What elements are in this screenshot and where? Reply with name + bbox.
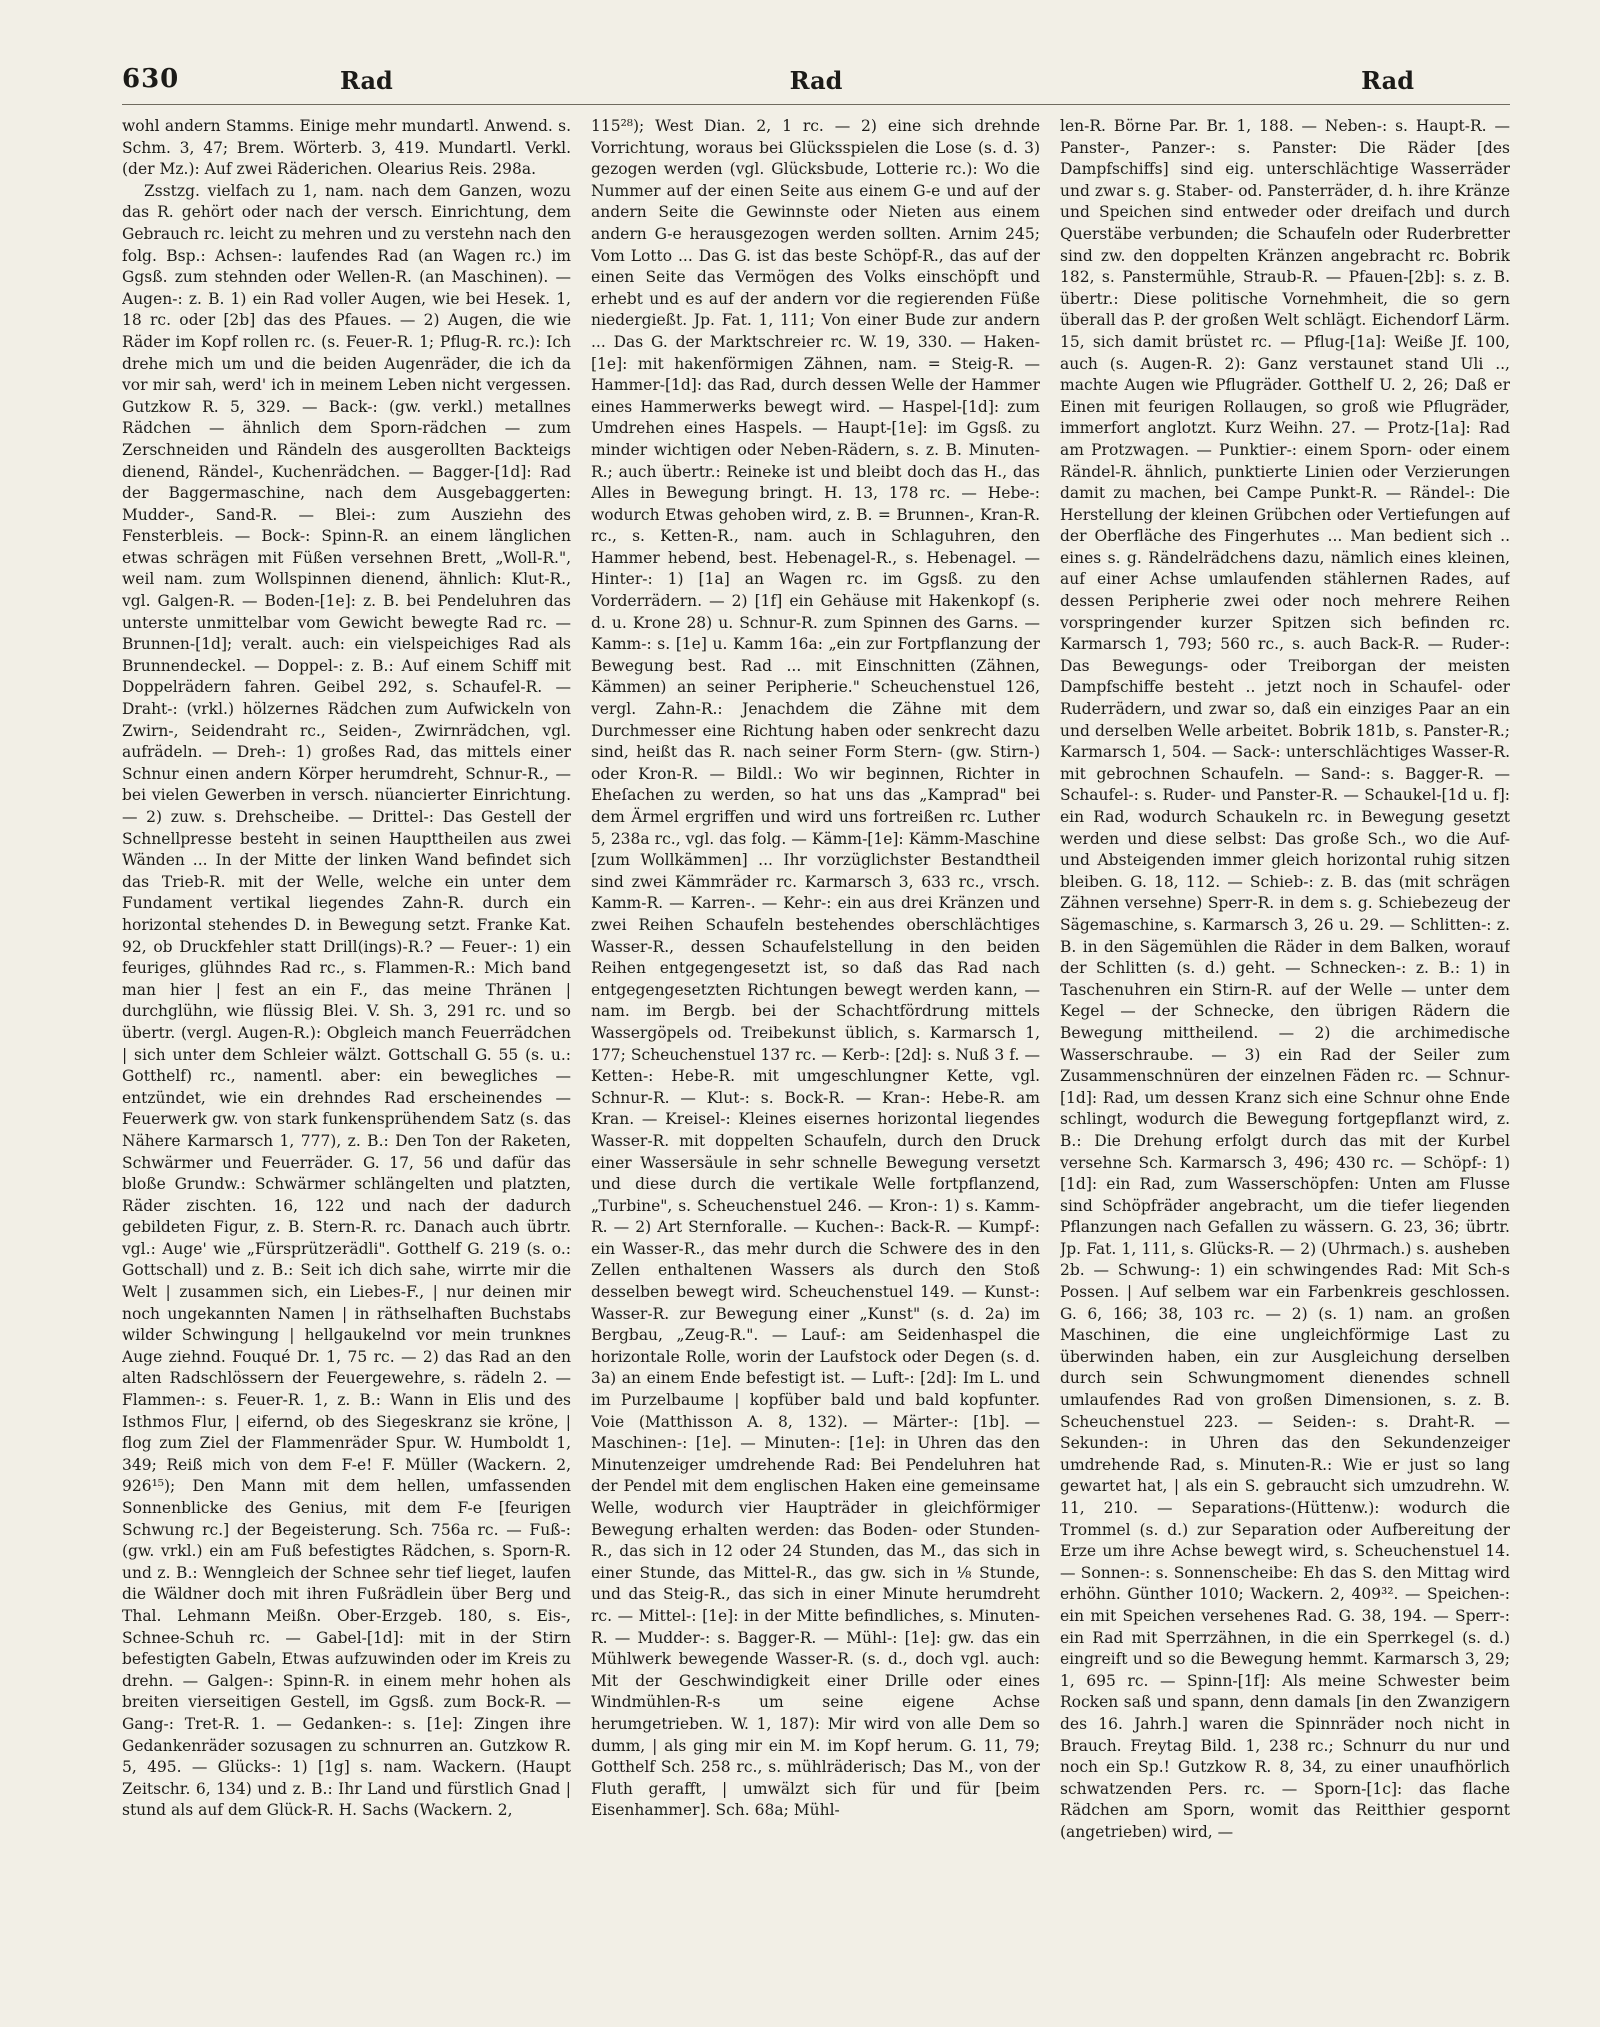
column-1-text-2: Zsstzg. vielfach zu 1, nam. nach dem Ganzen, wozu das R. gehört oder nach der versch. Einrichtung, dem Gebrauch rc. leicht zu mehren und zu verstehn nach den folg. Bsp.: Achsen-: laufendes Rad (an Wagen rc.) im Ggsß. zum stehnden oder Wellen-R. (an Maschinen). — Augen-: z. B. 1) ein Rad voller Augen, wie bei Hesek. 1, 18 rc. oder [2b] das des Pfaues. — 2) Augen, die wie Räder im Kopf rollen rc. (s. Feuer-R. 1; Pflug-R. rc.): Ich drehe mich um und die beiden Augenräder, die ich da vor mir sah, werd' ich in meinem Leben nicht vergessen. Gutzkow R. 5, 329. — Back-: (gw. verkl.) metallnes Rädchen — ähnlich dem Sporn-rädchen — zum Zerschneiden und Rändeln des ausgerollten Backteigs dienend, Rändel-, Kuchenrädchen. — Bagger-[1d]: Rad der Baggermaschine, nach dem Ausgebaggerten: Mudder-, Sand-R. — Blei-: zum Ausziehn des Fensterbleis. — Bock-: Spinn-R. an einem länglichen etwas schrägen mit Füßen versehnen Brett, „Woll-R.", weil nam. zum Wollspinnen dienend, ähnlich: Klut-R., vgl. Galgen-R. — Boden-[1e]: z. B. bei Pendeluhren das unterste unmittelbar vom Gewicht bewegte Rad rc. — Brunnen-[1d]; veralt. auch: ein vielspeichiges Rad als Brunnendeckel. — Doppel-: z. B.: Auf einem Schiff mit Doppelrädern fahren. Geibel 292, s. Schaufel-R. — Draht-: (vrkl.) hölzernes Rädchen zum Aufwickeln von Zwirn-, Seidendraht rc., Seiden-, Zwirnrädchen, vgl. aufrädeln. — Dreh-: 1) großes Rad, das mittels einer Schnur einen andern Körper herumdreht, Schnur-R., — bei vielen Gewerben in versch. nüancierter Einrichtung. — 2) zuw. s. Drehscheibe. — Drittel-: Das Gestell der Schnellpresse besteht in seinen Haupttheilen aus zwei Wänden ... In der Mitte der linken Wand befindet sich das Trieb-R. mit der Welle, welche ein unter dem Fundament vertikal liegendes Zahn-R. durch ein horizontal stehendes D. in Bewegung setzt. Franke Kat. 92, ob Druckfehler statt Drill(ings)-R.? — Feuer-: 1) ein feuriges, glühndes Rad rc., s. Flammen-R.: Mich band man hier | fest an ein F., das meine Thränen | durchglühn, wie flüssig Blei. V. Sh. 3, 291 rc. und so übertr. (vergl. Augen-R.): Obgleich manch Feuerrädchen | sich unter dem Schleier wälzt. Gottschall G. 55 (s. u.: Gotthelf) rc., namentl. aber: ein bewegliches — entzündet, wie ein drehndes Rad erscheinendes — Feuerwerk gw. von stark funkensprühendem Satz (s. das Nähere Karmarsch 1, 777), z. B.: Den Ton der Raketen, Schwärmer und Feuerräder. G. 17, 56 und dafür das bloße Grundw.: Schwärmer schlängelten und platzten, Räder zischten. 16, 122 und nach der dadurch gebildeten Figur, z. B. Stern-R. rc. Danach auch übrtr. vgl.: Auge' wie „Fürsprützerädli". Gotthelf G. 219 (s. o.: Gottschall) und z. B.: Seit ich dich sahe, wirrte mir die Welt | zusammen sich, ein Liebes-F., | nur deinen mir noch ungekannten Namen | in räthselhaften Buchstabs wilder Schwingung | hellgaukelnd vor mein trunknes Auge ziehnd. Fouqué Dr. 1, 75 rc. — 2) das Rad an den alten Radschlössern der Feuergewehre, s. rädeln 2. — Flammen-: s. Feuer-R. 1, z. B.: Wann in Elis und des Isthmos Flur, | eifernd, ob des Siegeskranz sie kröne, | flog zum Ziel der Flammenräder Spur. W. Humboldt 1, 349; Reiß mich von dem F-e! F. Müller (Wackern. 2, 926¹⁵); Den Mann mit dem hellen, umfassenden Sonnenblicke des Genius, mit dem F-e [feurigen Schwung rc.] der Begeisterung. Sch. 756a rc. — Fuß-: (gw. vrkl.) ein am Fuß befestigtes Rädchen, s. Sporn-R. und z. B.: Wenngleich der Schnee sehr tief lieget, laufen die Wäldner doch mit ihren Fußrädlein über Berg und Thal. Lehmann Meißn. Ober-Erzgeb. 180, s. Eis-, Schnee-Schuh rc. — Gabel-[1d]: mit in der Stirn befestigten Gabeln, Etwas aufzuwinden oder im Kreis zu drehn. — Galgen-: Spinn-R. in einem mehr hohen als breiten vierseitigen Gestell, im Ggsß. zum Bock-R. — Gang-: Tret-R. 1. — Gedanken-: s. [1e]: Zingen ihre Gedankenräder sozusagen zu schnurren an. Gutzkow R. 5, 495. — Glücks-: 1) [1g] s. nam. Wackern. (Haupt Zeitschr. 6, 134) und z. B.: Ihr Land und fürstlich Gnad | stund als auf dem Glück-R. H. Sachs (Wackern. 2, [122, 181, 571, 1820]
headword-left: Rad [340, 66, 393, 95]
header-rule [122, 104, 1510, 105]
column-1-text: wohl andern Stamms. Einige mehr mundartl. Anwend. s. Schm. 3, 47; Brem. Wörterb. 3, 419. Mundartl. Verkl. (der Mz.): Auf zwei Räderichen. Olearius Reis. 298a. [122, 117, 571, 179]
column-3-text: len-R. Börne Par. Br. 1, 188. — Neben-: s. Haupt-R. — Panster-, Panzer-: s. Panster: Die Räder [des Dampfschiffs] sind eig. unterschlächtige Wasserräder und zwar s. g. Staber- od. Pansterräder, d. h. ihre Kränze und Speichen sind entweder oder dreifach und durch Querstäbe verbunden; die Schaufeln oder Ruderbretter sind zw. den doppelten Kränzen angebracht rc. Bobrik 182, s. Panstermühle, Straub-R. — Pfauen-[2b]: s. z. B. übertr.: Diese politische Vornehmheit, die so gern überall das P. der großen Welt schlägt. Eichendorf Lärm. 15, sich damit brüstet rc. — Pflug-[1a]: Weiße Jf. 100, auch (s. Augen-R. 2): Ganz verstaunet stand Uli .., machte Augen wie Pflugräder. Gotthelf U. 2, 26; Daß er Einen mit feurigen Rollaugen, so groß wie Pflugräder, immerfort anglotzt. Kurz Weihn. 27. — Protz-[1a]: Rad am Protzwagen. — Punktier-: einem Sporn- oder einem Rändel-R. ähnlich, punktierte Linien oder Verzierungen damit zu machen, bei Campe Punkt-R. — Rändel-: Die Herstellung der kleinen Grübchen oder Vertiefungen auf der Oberfläche des Fingerhutes ... Man bedient sich .. eines s. g. Rändelrädchens dazu, nämlich eines kleinen, auf einer Achse umlaufenden stählernen Rades, auf dessen Peripherie zwei oder noch mehrere Reihen vorspringender kurzer Spitzen sich befinden rc. Karmarsch 1, 793; 560 rc., s. auch Back-R. — Ruder-: Das Bewegungs- oder Treiborgan der meisten Dampfschiffe besteht .. jetzt noch in Schaufel- oder Ruderrädern, und zwar so, daß ein einziges Paar an ein und derselben Welle arbeitet. Bobrik 181b, s. Panster-R.; Karmarsch 1, 504. — Sack-: unterschlächtiges Wasser-R. mit gebrochnen Schaufeln. — Sand-: s. Bagger-R. — Schaufel-: s. Ruder- und Panster-R. — Schaukel-[1d u. f]: ein Rad, wodurch Schaukeln rc. in Bewegung gesetzt werden und diese selbst: Das große Sch., wo die Auf- und Absteigenden immer gleich horizontal ruhig sitzen bleiben. G. 18, 112. — Schieb-: z. B. das (mit schrägen Zähnen versehne) Sperr-R. in dem s. g. Schiebezeug der Sägemaschine, s. Karmarsch 3, 26 u. 29. — Schlitten-: z. B. in den Sägemühlen die Räder in dem Balken, worauf der Schlitten (s. d.) geht. — Schnecken-: z. B.: 1) in Taschenuhren ein Stirn-R. auf der Welle — unter dem Kegel — der Schnecke, den übrigen Rädern die Bewegung mittheilend. — 2) die archimedische Wasserschraube. — 3) ein Rad der Seiler zum Zusammenschnüren der einzelnen Fäden rc. — Schnur-[1d]: Rad, um dessen Kranz sich eine Schnur ohne Ende schlingt, wodurch die Bewegung fortgepflanzt wird, z. B.: Die Drehung erfolgt durch das mit der Kurbel versehne Sch. Karmarsch 3, 496; 430 rc. — Schöpf-: 1) [1d]: ein Rad, zum Wasserschöpfen: Unten am Flusse sind Schöpfräder angebracht, um die tiefer liegenden Pflanzungen nach Gefallen zu wässern. G. 23, 36; übrtr. Jp. Fat. 1, 111, s. Glücks-R. — 2) (Uhrmach.) s. ausheben 2b. — Schwung-: 1) ein schwingendes Rad: Mit Sch-s Possen. | Auf selbem war ein Farbenkreis geschlossen. G. 6, 166; 38, 103 rc. — 2) (s. 1) nam. an großen Maschinen, die eine ungleichförmige Last zu überwinden haben, ein zur Ausgleichung derselben durch sein Schwungmoment dienendes schnell umlaufendes Rad von großen Dimensionen, s. z. B. Scheuchenstuel 223. — Seiden-: s. Draht-R. — Sekunden-: in Uhren das den Sekundenzeiger umdrehende Rad, s. Minuten-R.: Wie er just so lang gewartet hat, | als ein S. gebraucht sich umzudrehn. W. 11, 210. — Separations-(Hüttenw.): wodurch die Trommel (s. d.) zur Separation oder Aufbereitung der Erze um ihre Achse bewegt wird, s. Scheuchenstuel 14. — Sonnen-: s. Sonnenscheibe: Eh das S. den Mittag wird erhöhn. Günther 1010; Wackern. 2, 409³². — Speichen-: ein mit Speichen versehenes Rad. G. 38, 194. — Sperr-: ein Rad mit Sperrzähnen, in die ein Sperrkegel (s. d.) eingreift und so die Bewegung hemmt. Karmarsch 3, 29; 1, 695 rc. — Spinn-[1f]: Als meine Schwester beim Rocken saß und spann, denn damals [in den Zwanzigern des 16. Jahrh.] waren die Spinnräder noch nicht in Brauch. Freytag Bild. 1, 238 rc.; Schnurr du nur und noch ein Sp.! Gutzkow R. 8, 34, zu einer unaufhörlich schwatzenden Pers. rc. — Sporn-[1c]: das flache Rädchen am Sporn, womit das Reitthier gespornt (angetrieben) wird, — [1060, 117, 1510, 1841]
column-1 [122, 116, 571, 2006]
headword-center: Rad [789, 66, 843, 95]
page-header [122, 64, 1510, 100]
text-columns [122, 116, 1510, 2006]
headword-right: Rad [1361, 66, 1414, 95]
column-3 [1060, 116, 1510, 2006]
page-number: 630 [122, 64, 180, 94]
column-2-text: 115²⁸); West Dian. 2, 1 rc. — 2) eine sich drehnde Vorrichtung, woraus bei Glücksspielen die Lose (s. d. 3) gezogen werden (vgl. Glücksbude, Lotterie rc.): Wo die Nummer auf der einen Seite aus einem G-e und auf der andern Seite die Gewinnste oder Nieten aus einem andern G-e herausgezogen werden sollten. Arnim 245; Vom Lotto ... Das G. ist das beste Schöpf-R., das auf der einen Seite das Vermögen des Volks einschöpft und erhebt und es auf der andern vor die regierenden Füße niedergießt. Jp. Fat. 1, 111; Von einer Bude zur andern ... Das G. der Marktschreier rc. W. 19, 330. — Haken-[1e]: mit hakenförmigen Zähnen, nam. = Steig-R. — Hammer-[1d]: das Rad, durch dessen Welle der Hammer eines Hammerwerks bewegt wird. — Haspel-[1d]: zum Umdrehen eines Haspels. — Haupt-[1e]: im Ggsß. zu minder wichtigen oder Neben-Rädern, s. z. B. Minuten-R.; auch übertr.: Reineke ist und bleibt doch das H., das Alles in Bewegung bringt. H. 13, 178 rc. — Hebe-: wodurch Etwas gehoben wird, z. B. = Brunnen-, Kran-R. rc., s. Ketten-R., nam. auch in Schlaguhren, den Hammer hebend, best. Hebenagel-R., s. Hebenagel. — Hinter-: 1) [1a] an Wagen rc. im Ggsß. zu den Vorderrädern. — 2) [1f] ein Gehäuse mit Hakenkopf (s. d. u. Krone 28) u. Schnur-R. zum Spinnen des Garns. — Kamm-: s. [1e] u. Kamm 16a: „ein zur Fortpflanzung der Bewegung best. Rad ... mit Einschnitten (Zähnen, Kämmen) an seiner Peripherie." Scheuchenstuel 126, vergl. Zahn-R.: Jenachdem die Zähne mit dem Durchmesser eine Richtung haben oder senkrecht dazu sind, heißt das R. nach seiner Form Stern- (gw. Stirn-) oder Kron-R. — Bildl.: Wo wir beginnen, Richter in Eheſachen zu werden, so hat uns das „Kamprad" bei dem Ärmel ergriffen und wird uns fortreißen rc. Luther 5, 238a rc., vgl. das folg. — Kämm-[1e]: Kämm-Maschine [zum Wollkämmen] ... Ihr vorzüglichster Bestandtheil sind zwei Kämmräder rc. Karmarsch 3, 633 rc., vrsch. Kamm-R. — Karren-. — Kehr-: ein aus drei Kränzen und zwei Reihen Schaufeln bestehendes oberschlächtiges Wasser-R., dessen Schaufelstellung in den beiden Reihen entgegengesetzt ist, so daß das Rad nach entgegengesetzten Richtungen bewegt werden kann, — nam. im Bergb. bei der Schachtfördrung mittels Wassergöpels od. Treibekunst üblich, s. Karmarsch 1, 177; Scheuchenstuel 137 rc. — Kerb-: [2d]: s. Nuß 3 f. — Ketten-: Hebe-R. mit umgeschlungner Kette, vgl. Schnur-R. — Klut-: s. Bock-R. — Kran-: Hebe-R. am Kran. — Kreisel-: Kleines eisernes horizontal liegendes Wasser-R. mit doppelten Schaufeln, durch den Druck einer Wassersäule in sehr schnelle Bewegung versetzt und diese durch die vertikale Welle fortpflanzend, „Turbine", s. Scheuchenstuel 246. — Kron-: 1) s. Kamm-R. — 2) Art Sternforalle. — Kuchen-: Back-R. — Kumpf-: ein Wasser-R., das mehr durch die Schwere des in den Zellen enthaltenen Wassers als durch den Stoß desselben bewegt wird. Scheuchenstuel 149. — Kunst-: Wasser-R. zur Bewegung einer „Kunst" (s. d. 2a) im Bergbau, „Zeug-R.". — Lauf-: am Seidenhaspel die horizontale Rolle, worin der Laufstock oder Degen (s. d. 3a) an einem Ende befestigt ist. — Luft-: [2d]: Im L. und im Purzelbaume | kopfüber bald und bald kopfunter. Voie (Matthisson A. 8, 132). — Märter-: [1b]. — Maschinen-: [1e]. — Minuten-: [1e]: in Uhren das den Minutenzeiger umdrehende Rad: Bei Pendeluhren hat der Pendel mit dem englischen Haken eine gemeinsame Welle, wodurch vier Haupträder in gleichförmiger Bewegung erhalten werden: das Boden- oder Stunden-R., das sich in 12 oder 24 Stunden, das M., das sich in einer Stunde, das Mittel-R., das gw. sich in ⅛ Stunde, und das Steig-R., das sich in einer Minute herumdreht rc. — Mittel-: [1e]: in der Mitte befindliches, s. Minuten-R. — Mudder-: s. Bagger-R. — Mühl-: [1e]: gw. das ein Mühlwerk bewegende Wasser-R. (s. d., doch vgl. auch: Mit der Geschwindigkeit einer Drille oder eines Windmühlen-R-s um seine eigene Achse herumgetrieben. W. 1, 187): Mir wird von alle Dem so dumm, | als ging mir ein M. im Kopf herum. G. 11, 79; Gotthelf Sch. 258 rc., s. mühlräderisch; Das M., von der Fluth gerafft, | umwälzt sich für und für [beim Eisenhammer]. Sch. 68a; Mühl- [591, 117, 1040, 1820]
column-2 [591, 116, 1040, 2006]
